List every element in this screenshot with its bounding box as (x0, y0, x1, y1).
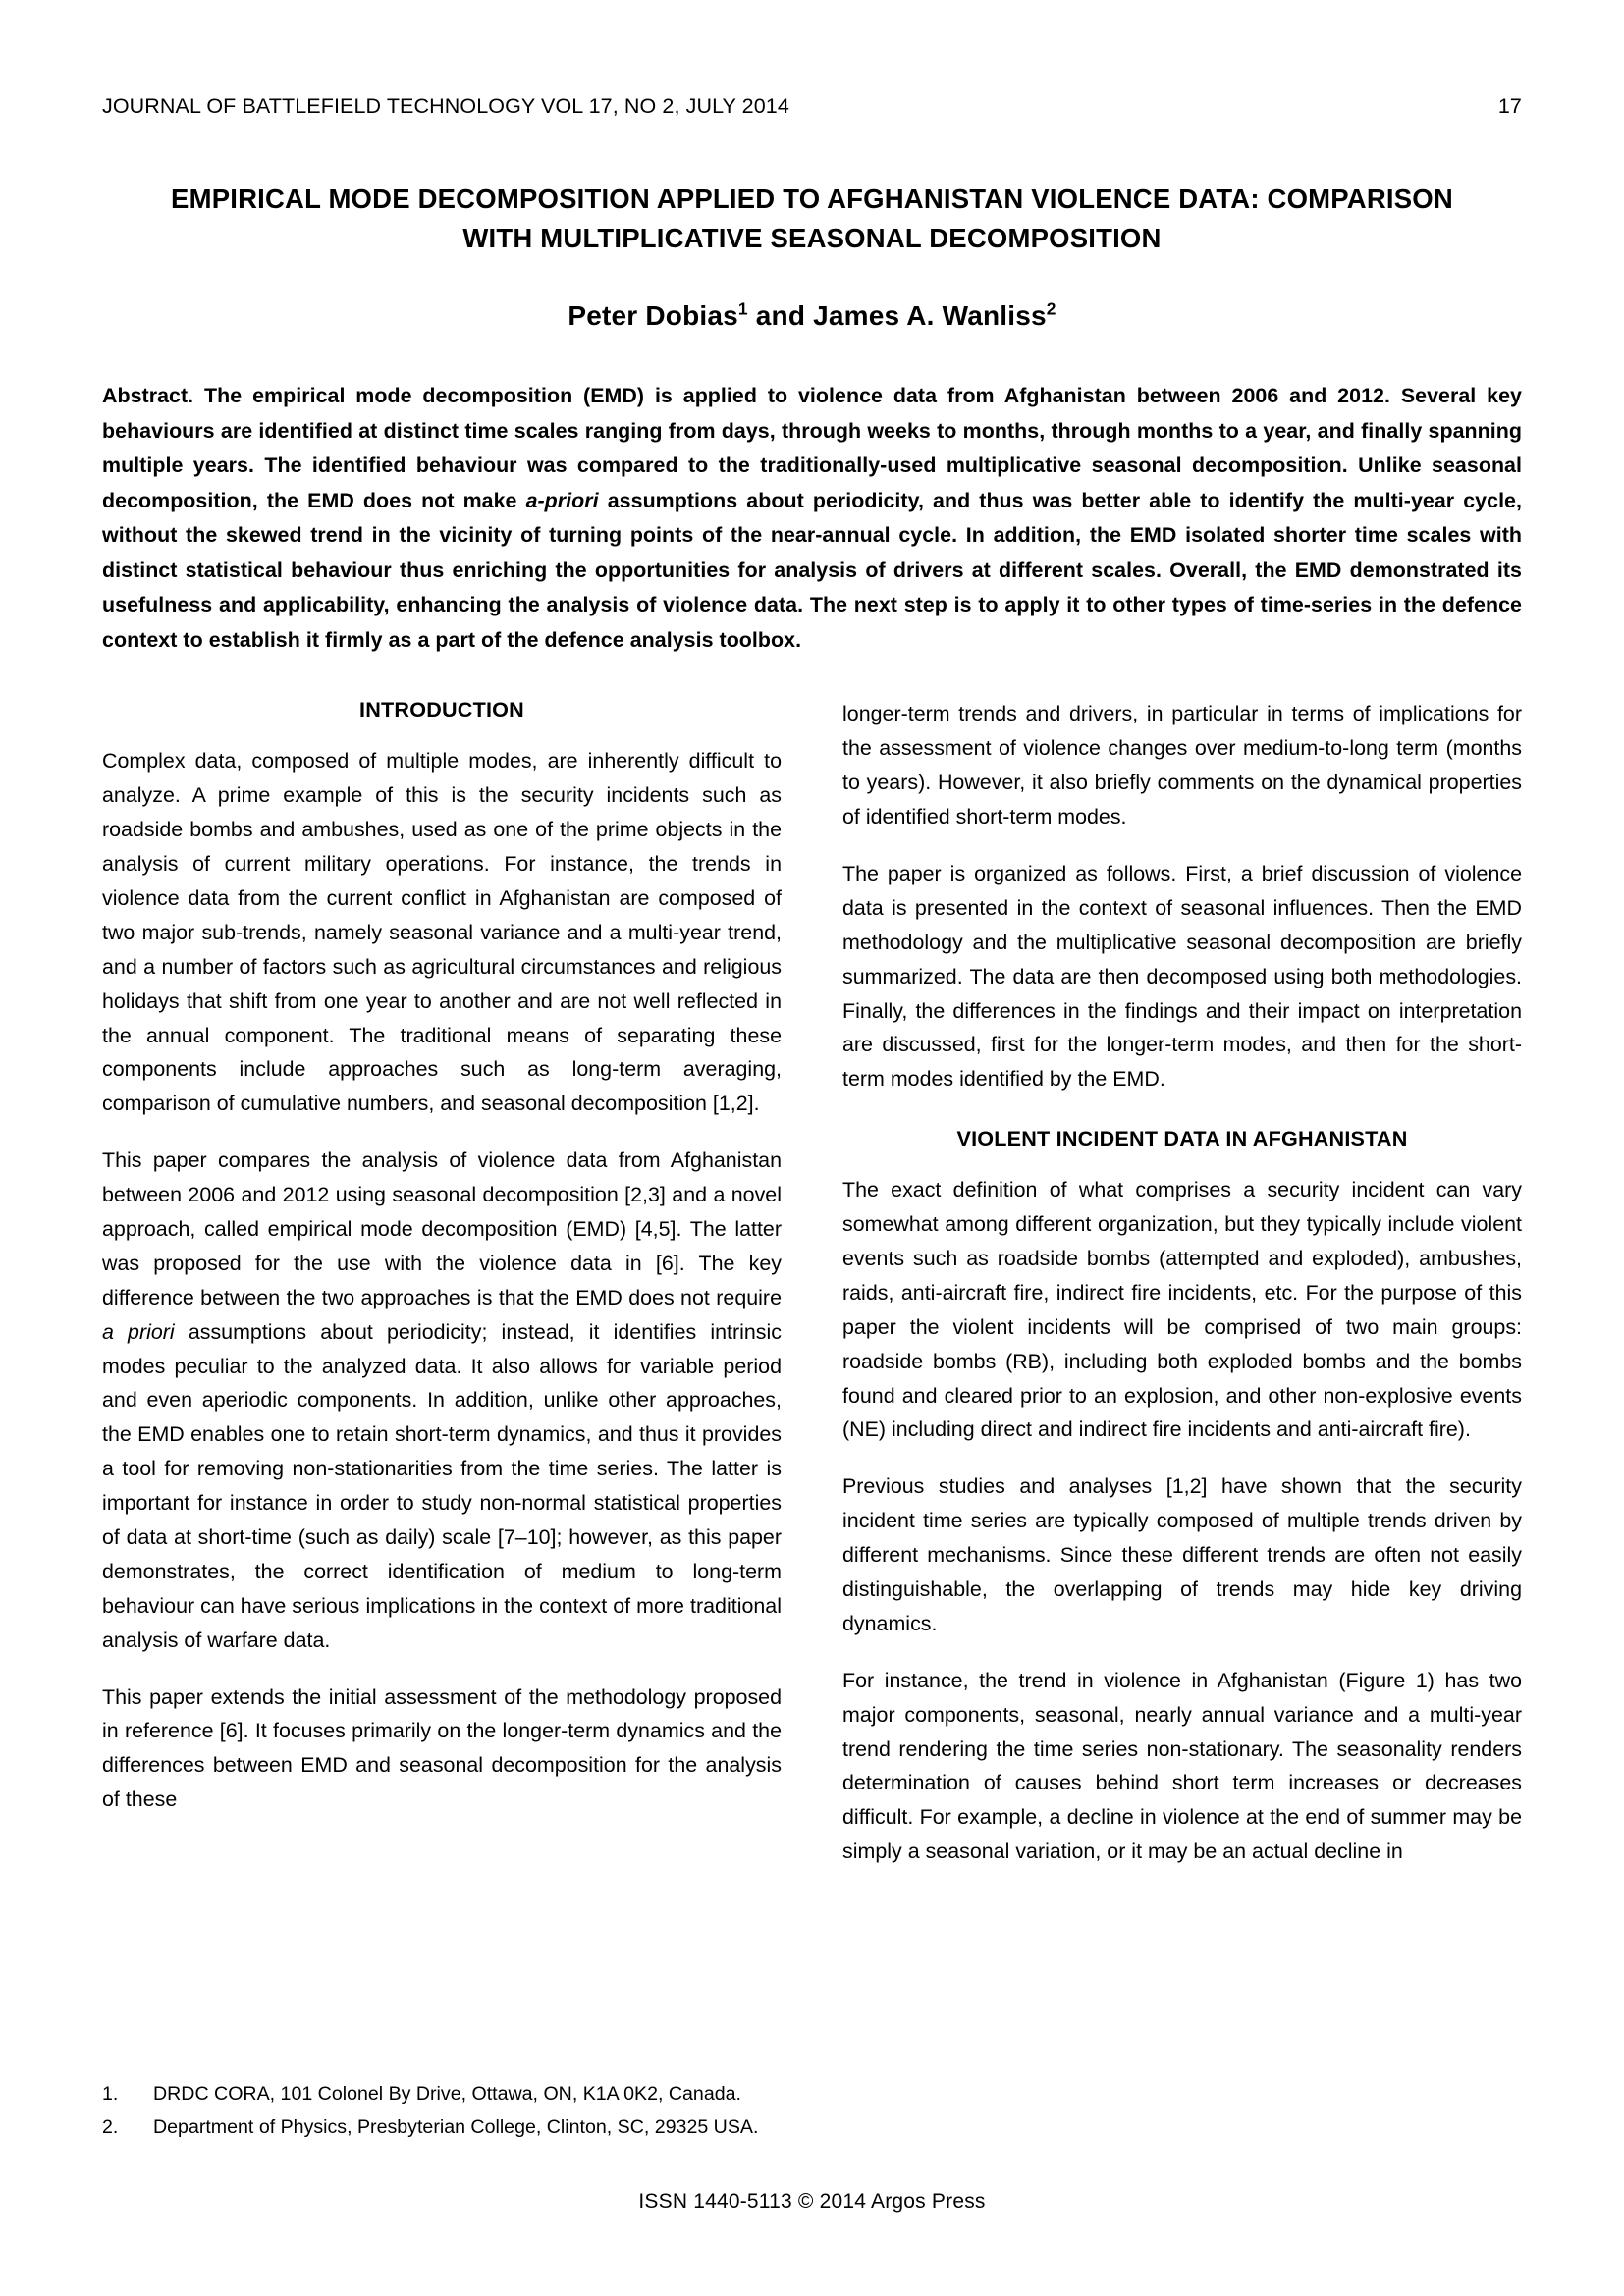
author-conjunction: and (747, 300, 814, 332)
footnote-item (102, 2112, 1522, 2144)
paragraph: The exact definition of what comprises a security incident can vary somewhat among different organization, but they typically include violent events such as roadside bombs (attempted and exploded), ambushes, raids, anti-aircraft fire, indirect fire incidents, etc. For the purpose of this paper the violent incidents will be comprised of two main groups: roadside bombs (RB), including both exploded bombs and the bombs found and cleared prior to an explosion, and other non-explosive events (NE) including direct and indirect fire incidents and anti-aircraft fire). (842, 1178, 1522, 1442)
footnote-text: Department of Physics, Presbyterian College, Clinton, SC, 29325 USA. (153, 2116, 759, 2139)
right-column (842, 697, 1522, 1869)
paragraph: For instance, the trend in violence in Afghanistan (Figure 1) has two major components, seasonal, nearly annual variance and a multi-year trend rendering the time series non-stationary. The seasonality renders determination of causes behind short term increases or decreases difficult. For example, a decline in violence at the end of summer may be simply a seasonal variation, or it may be an actual decline in (842, 1668, 1522, 1864)
footnote-list (102, 2079, 1522, 2147)
journal-title-line: JOURNAL OF BATTLEFIELD TECHNOLOGY VOL 17, NO 2, JULY 2014 (102, 94, 789, 118)
page-footer (0, 2190, 1624, 2214)
footnote-number: 2. (102, 2116, 119, 2139)
body-columns (102, 697, 1522, 1869)
author-affiliation-marker-2: 2 (1046, 298, 1056, 319)
paragraph: Previous studies and analyses [1,2] have shown that the security incident time series are typically composed of multiple trends driven by different mechanisms. Since these different trends are often not easily distinguishable, the overlapping of trends may hide key driving dynamics. (842, 1474, 1522, 1635)
author-name-2: James A. Wanliss (813, 300, 1047, 332)
abstract-text-part-1: Abstract. The empirical mode decomposition (EMD) is applied to violence data from Afghanistan between 2006 and 2012. Several key behaviours are identified at distinct time scales ranging from days, through weeks to months, through months to a year, and finally spanning multiple years. The identified behaviour was compared to the traditionally-used multiplicative seasonal decomposition. Unlike seasonal decomposition, the EMD does not make (102, 384, 1522, 512)
abstract-text-part-2: assumptions about periodicity, and thus was better able to identify the multi-year cycle, without the skewed trend in the vicinity of turning points of the near-annual cycle. In addition, the EMD isolated shorter time scales with distinct statistical behaviour thus enriching the opportunities for analysis of drivers at different scales. Overall, the EMD demonstrated its usefulness and applicability, enhancing the analysis of violence data. The next step is to apply it to other types of time-series in the defence context to establish it firmly as a part of the defence analysis toolbox. (102, 488, 1522, 652)
section-heading-introduction: INTRODUCTION (359, 697, 524, 722)
abstract-block (102, 379, 1522, 658)
paragraph: longer-term trends and drivers, in particular in terms of implications for the assessment of violence changes over medium-to-long term (months to years). However, it also briefly comments on the dynamical properties of identified short-term modes. (842, 702, 1522, 829)
author-name-1: Peter Dobias (568, 300, 738, 332)
author-list (102, 300, 1522, 332)
section-heading-violent-incident-data: VIOLENT INCIDENT DATA IN AFGHANISTAN (956, 1126, 1408, 1151)
page-title (135, 180, 1489, 257)
title-line-2: WITH MULTIPLICATIVE SEASONAL DECOMPOSITION (462, 222, 1162, 253)
author-affiliation-marker-1: 1 (737, 298, 748, 319)
paragraph-text-part-2: assumptions about periodicity; instead, it identifies intrinsic modes peculiar to the analyzed data. It also allows for variable period and even aperiodic components. In addition, unlike other approaches, the EMD enables one to retain short-term dynamics, and thus it provides a tool for removing non-stationarities from the time series. The latter is important for instance in order to study non-normal statistical properties of data at short-time (such as daily) scale [7–10]; however, as this paper demonstrates, the correct identification of medium to long-term behaviour can have serious implications in the context of more traditional analysis of warfare data. (102, 1319, 783, 1652)
title-line-1: EMPIRICAL MODE DECOMPOSITION APPLIED TO AFGHANISTAN VIOLENCE DATA: COMPARISON (171, 184, 1453, 214)
abstract-italic-term-1: a-priori (525, 488, 599, 512)
paragraph: This paper extends the initial assessment of the methodology proposed in reference [6]. It focuses primarily on the longer-term dynamics and the differences between EMD and seasonal decomposition for the analysis of these (102, 1684, 782, 1812)
paragraph: The paper is organized as follows. First, a brief discussion of violence data is presented in the context of seasonal influences. Then the EMD methodology and the multiplicative seasonal decomposition are briefly summarized. The data are then decomposed using both methodologies. Finally, the differences in the findings and their impact on interpretation are discussed, first for the longer-term modes, and then for the short-term modes identified by the EMD. (842, 862, 1522, 1092)
page-number: 17 (1497, 94, 1522, 118)
issn-copyright-line: ISSN 1440-5113 © 2014 Argos Press (638, 2190, 986, 2213)
paragraph-text-part-1: This paper compares the analysis of violence data from Afghanistan between 2006 and 2012 using seasonal decomposition [2,3] and a novel approach, called empirical mode decomposition (EMD) [4,5]. The latter was proposed for the use with the violence data in [6]. The key difference between the two approaches is that the EMD does not require (102, 1148, 782, 1309)
paragraph (102, 1144, 782, 1657)
running-head (102, 94, 1522, 119)
footnote-text: DRDC CORA, 101 Colonel By Drive, Ottawa, ON, K1A 0K2, Canada. (153, 2082, 741, 2105)
footnote-item (102, 2079, 1522, 2110)
paragraph: Complex data, composed of multiple modes, are inherently difficult to analyze. A prime example of this is the security incidents such as roadside bombs and ambushes, used as one of the prime objects in the analysis of current military operations. For instance, the trends in violence data from the current conflict in Afghanistan are composed of two major sub-trends, namely seasonal variance and a multi-year trend, and a number of factors such as agricultural circumstances and religious holidays that shift from one year to another and are not well reflected in the annual component. The traditional means of separating these components include approaches such as long-term averaging, comparison of cumulative numbers, and seasonal decomposition [1,2]. (102, 749, 782, 1116)
footnote-number: 1. (102, 2082, 119, 2105)
paragraph-italic-term: a priori (102, 1319, 175, 1344)
left-column (102, 697, 782, 1817)
